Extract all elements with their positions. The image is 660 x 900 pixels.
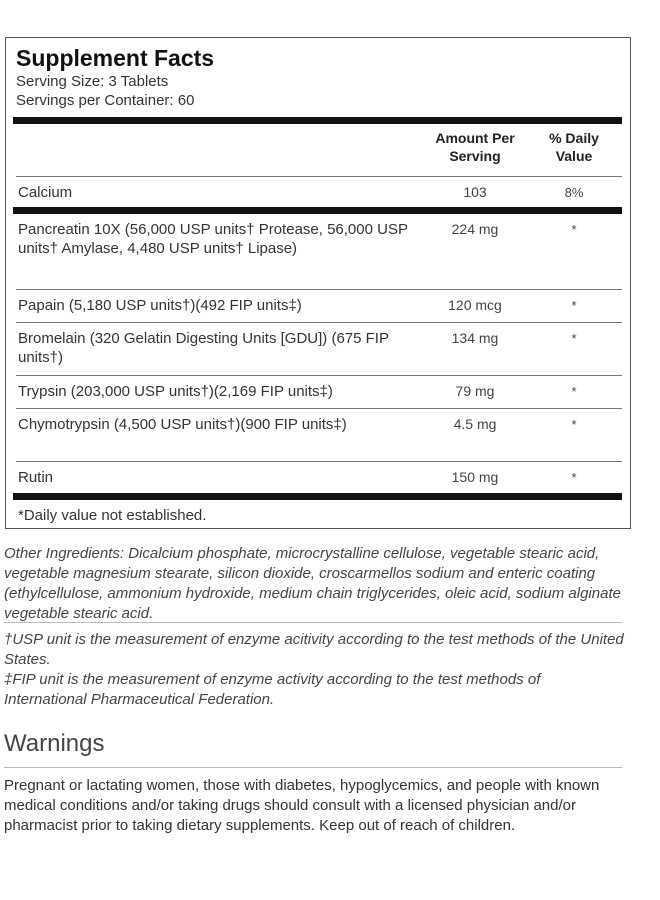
amount-per-serving-header: Amount Per Serving xyxy=(435,130,515,164)
thick-divider-middle xyxy=(13,207,622,214)
thick-divider-top xyxy=(13,117,622,124)
fip-unit-note: ‡FIP unit is the measurement of enzyme activity according to the test methods of International Pharmaceutical Federation. xyxy=(4,671,541,708)
warnings-divider xyxy=(4,767,622,768)
nutrient-row-chymotrypsin: Chymotrypsin (4,500 USP units†)(900 FIP units‡) 4.5 mg * xyxy=(16,408,622,461)
nutrient-row-rutin: Rutin 150 mg * xyxy=(16,461,622,493)
unit-notes xyxy=(4,630,624,710)
daily-value-footnote: *Daily value not established. xyxy=(18,507,207,524)
warnings-heading: Warnings xyxy=(4,730,105,757)
nutrient-row-calcium: Calcium 103 8% xyxy=(18,184,584,201)
usp-unit-note: †USP unit is the measurement of enzyme acitivity according to the test methods of the United States. xyxy=(4,631,624,668)
nutrient-row-papain: Papain (5,180 USP units†)(492 FIP units‡) 120 mcg * xyxy=(16,289,622,322)
serving-size: Serving Size: 3 Tablets xyxy=(16,73,169,90)
supplement-facts-panel xyxy=(5,37,631,529)
section-divider xyxy=(4,622,622,623)
nutrient-row-pancreatin: Pancreatin 10X (56,000 USP units† Protease, 56,000 USP units† Amylase, 4,480 USP units† Lipase) 224 mg * xyxy=(18,221,577,257)
nutrient-row-trypsin: Trypsin (203,000 USP units†)(2,169 FIP units‡) 79 mg * xyxy=(16,375,622,408)
column-header-row xyxy=(16,124,622,176)
warnings-text: Pregnant or lactating women, those with diabetes, hypoglycemics, and people with known medical conditions and/or taking drugs should consult with a licensed physician and/or pharmacist prior to taking dietary supplements. Keep out of reach of children. xyxy=(4,777,600,834)
other-ingredients: Other Ingredients: Dicalcium phosphate, microcrystalline cellulose, vegetable stearic acid, vegetable magnesium stearate, silicon dioxide, croscarmellos sodium and enteric coating (ethylcellulose, ammonium hydroxide, medium chain triglycerides, oleic acid, sodium alginate vegetable stearic acid. xyxy=(4,545,621,622)
facts-title: Supplement Facts xyxy=(16,45,215,71)
thick-divider-bottom xyxy=(13,493,622,500)
servings-per-container: Servings per Container: 60 xyxy=(16,92,195,109)
nutrient-row-bromelain: Bromelain (320 Gelatin Digesting Units [GDU]) (675 FIP units†) 134 mg * xyxy=(16,322,622,375)
daily-value-header: % Daily Value xyxy=(549,130,599,164)
